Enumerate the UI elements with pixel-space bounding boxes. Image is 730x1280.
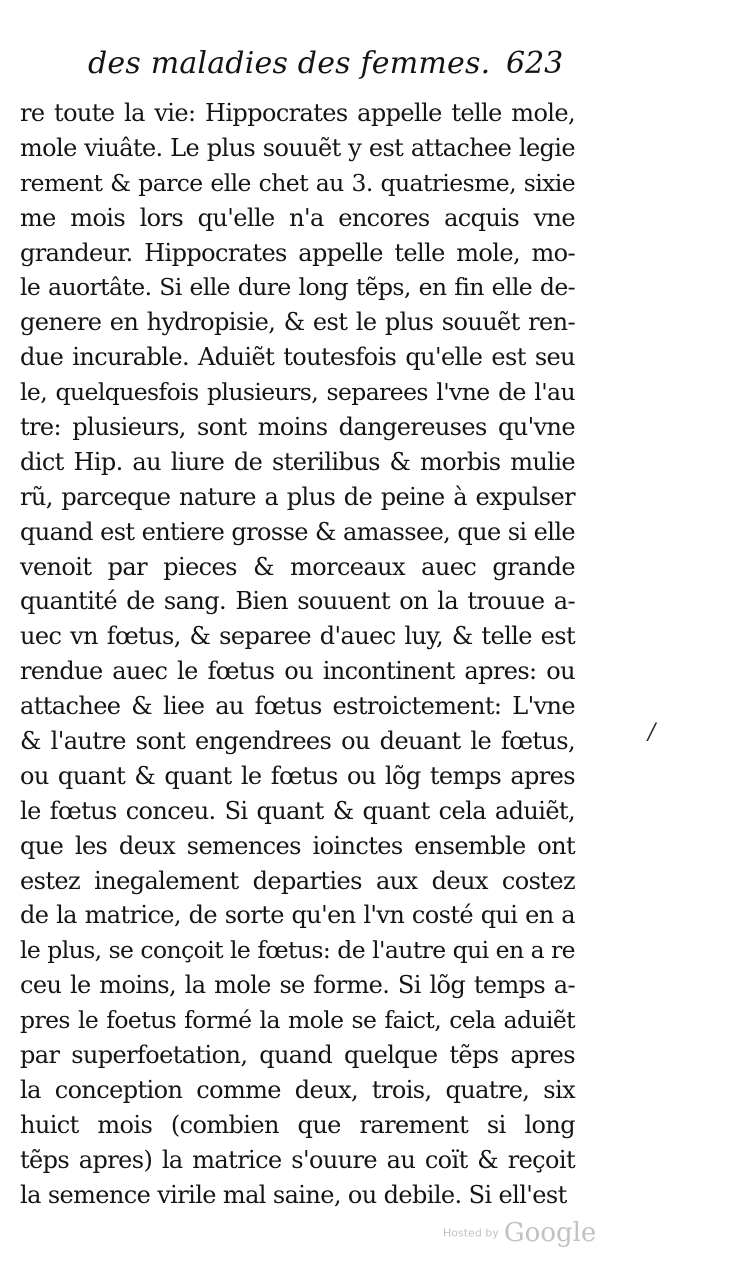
text-line: me mois lors qu'elle n'a encores acquis vne: [20, 203, 575, 232]
text-line: & l'autre sont engendrees ou deuant le fœtus,: [20, 727, 575, 756]
text-line: mole viuâte. Le plus souuẽt y est attachee legie: [20, 133, 575, 162]
text-line: tre: plusieurs, sont moins dangereuses qu'vne: [20, 413, 575, 442]
text-line: que les deux semences ioinctes ensemble ont: [20, 831, 575, 860]
text-line: le fœtus conceu. Si quant & quant cela aduiẽt,: [20, 796, 575, 825]
text-line: le auortâte. Si elle dure long tẽps, en fin elle de-: [20, 273, 575, 302]
text-line: estez inegalement departies aux deux costez: [20, 866, 575, 895]
text-line: huict mois (combien que rarement si long: [20, 1110, 575, 1139]
body-text: [20, 96, 575, 1213]
watermark-brand: Google: [503, 1218, 597, 1248]
text-line: tẽps apres) la matrice s'ouure au coït & reçoit: [20, 1145, 575, 1174]
text-line: le plus, se conçoit le fœtus: de l'autre qui en a re: [20, 936, 575, 965]
text-line: la conception comme deux, trois, quatre, six: [20, 1075, 575, 1104]
text-line: uec vn fœtus, & separee d'auec luy, & telle est: [20, 622, 575, 651]
text-line: le, quelquesfois plusieurs, separees l'vne de l'au: [20, 378, 575, 407]
text-line: ou quant & quant le fœtus ou lõg temps apres: [20, 761, 575, 790]
text-line: quand est entiere grosse & amassee, que si elle: [20, 517, 575, 546]
text-line: dict Hip. au liure de sterilibus & morbis mulie: [20, 447, 575, 476]
text-line: la semence virile mal saine, ou debile. Si ell'est: [20, 1180, 567, 1209]
text-line: quantité de sang. Bien souuent on la trouue a-: [20, 587, 575, 616]
text-line: rement & parce elle chet au 3. quatriesme, sixie: [20, 168, 575, 197]
text-line: genere en hydropisie, & est le plus souuẽt ren-: [20, 308, 575, 337]
text-line: pres le foetus formé la mole se faict, cela aduiẽt: [20, 1006, 575, 1035]
text-line: venoit par pieces & morceaux auec grande: [20, 552, 575, 581]
google-watermark: [443, 1218, 596, 1248]
text-line: grandeur. Hippocrates appelle telle mole, mo-: [20, 238, 575, 267]
text-line: par superfoetation, quand quelque tẽps apres: [20, 1041, 575, 1070]
text-line: due incurable. Aduiẽt toutesfois qu'elle est seu: [20, 343, 575, 372]
text-line: de la matrice, de sorte qu'en l'vn costé qui en a: [20, 901, 575, 930]
page-number: 623: [506, 46, 564, 81]
text-line: ceu le moins, la mole se forme. Si lõg temps a-: [20, 971, 575, 1000]
text-line: rendue auec le fœtus ou incontinent apres: ou: [20, 657, 575, 686]
margin-mark: /: [648, 720, 656, 745]
running-head: des maladies des femmes.: [88, 46, 491, 81]
watermark-prefix: Hosted by: [443, 1226, 499, 1240]
text-line: attachee & liee au fœtus estroictement: L'vne: [20, 692, 575, 721]
page-header: [88, 46, 568, 90]
text-line: re toute la vie: Hippocrates appelle telle mole,: [20, 99, 575, 127]
text-line: rũ, parceque nature a plus de peine à expulser: [20, 482, 575, 511]
